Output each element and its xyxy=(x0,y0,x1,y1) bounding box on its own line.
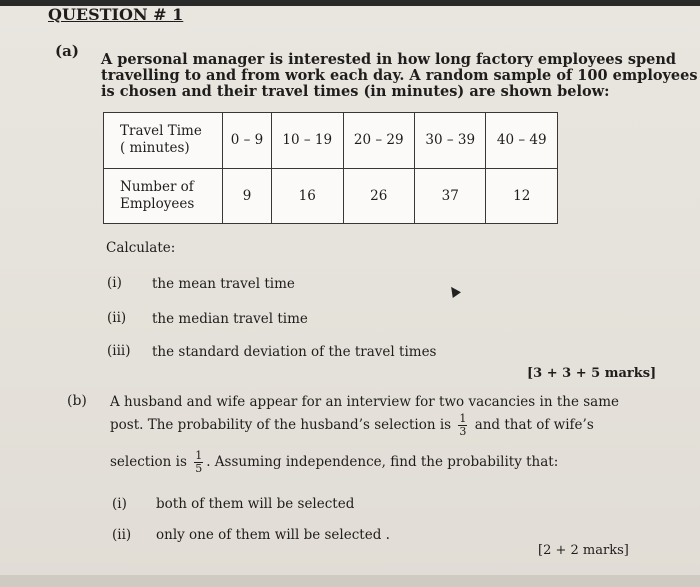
table-cell-interval: 10 – 19 xyxy=(272,113,343,169)
part-a-item-text: the mean travel time xyxy=(152,276,295,292)
question-title: QUESTION # 1 xyxy=(48,5,184,24)
calculate-label: Calculate: xyxy=(106,240,176,256)
table-cell-frequency: 12 xyxy=(486,168,558,224)
fraction-one-fifth: $\frac{1}{5}$ xyxy=(195,449,203,475)
table-cell-interval: 30 – 39 xyxy=(414,113,485,169)
part-a-item-number: (i) xyxy=(107,275,122,291)
part-b-item-text: both of them will be selected xyxy=(156,496,355,512)
part-a-intro-line-1: A personal manager is interested in how long factory employees spend xyxy=(101,51,677,68)
part-b-item-number: (i) xyxy=(112,496,127,512)
table-row-employees xyxy=(104,168,558,224)
table-cell-interval: 40 – 49 xyxy=(486,113,558,169)
part-b-marks: [2 + 2 marks] xyxy=(538,543,629,558)
table-cell-frequency: 9 xyxy=(223,168,272,224)
part-b-item-number: (ii) xyxy=(112,527,132,543)
part-b-line-1: A husband and wife appear for an interview for two vacancies in the same xyxy=(110,394,619,410)
part-a-label: (a) xyxy=(55,42,79,60)
table-cell-frequency: 37 xyxy=(414,168,485,224)
part-b-line-3: selection is $\frac{1}{5}$ . Assuming independence, find the probability that: xyxy=(110,449,559,475)
part-b-item-text: only one of them will be selected . xyxy=(156,527,390,543)
part-a-marks: [3 + 3 + 5 marks] xyxy=(527,366,657,381)
mouse-cursor-icon xyxy=(447,284,461,298)
table-cell-frequency: 26 xyxy=(343,168,414,224)
table-header-employees: Number of Employees xyxy=(104,168,223,224)
table-cell-interval: 0 – 9 xyxy=(223,113,272,169)
travel-time-table xyxy=(103,112,558,224)
part-a-item-number: (iii) xyxy=(107,343,131,359)
fraction-one-third: $\frac{1}{3}$ xyxy=(459,412,467,438)
table-cell-interval: 20 – 29 xyxy=(343,113,414,169)
part-b-label: (b) xyxy=(67,393,87,409)
part-a-item-text: the standard deviation of the travel times xyxy=(152,344,437,360)
part-a-item-number: (ii) xyxy=(107,310,127,326)
part-a-item-text: the median travel time xyxy=(152,311,308,327)
bottom-edge-shadow xyxy=(0,575,700,587)
table-row-travel-time xyxy=(104,113,558,169)
table-header-travel-time: Travel Time ( minutes) xyxy=(104,113,223,169)
part-a-intro-line-2: travelling to and from work each day. A random sample of 100 employees xyxy=(101,67,698,84)
part-b-line-2: post. The probability of the husband’s selection is $\frac{1}{3}$ and that of wife’s xyxy=(110,412,594,438)
part-a-intro-line-3: is chosen and their travel times (in minutes) are shown below: xyxy=(101,83,610,100)
table-cell-frequency: 16 xyxy=(272,168,343,224)
